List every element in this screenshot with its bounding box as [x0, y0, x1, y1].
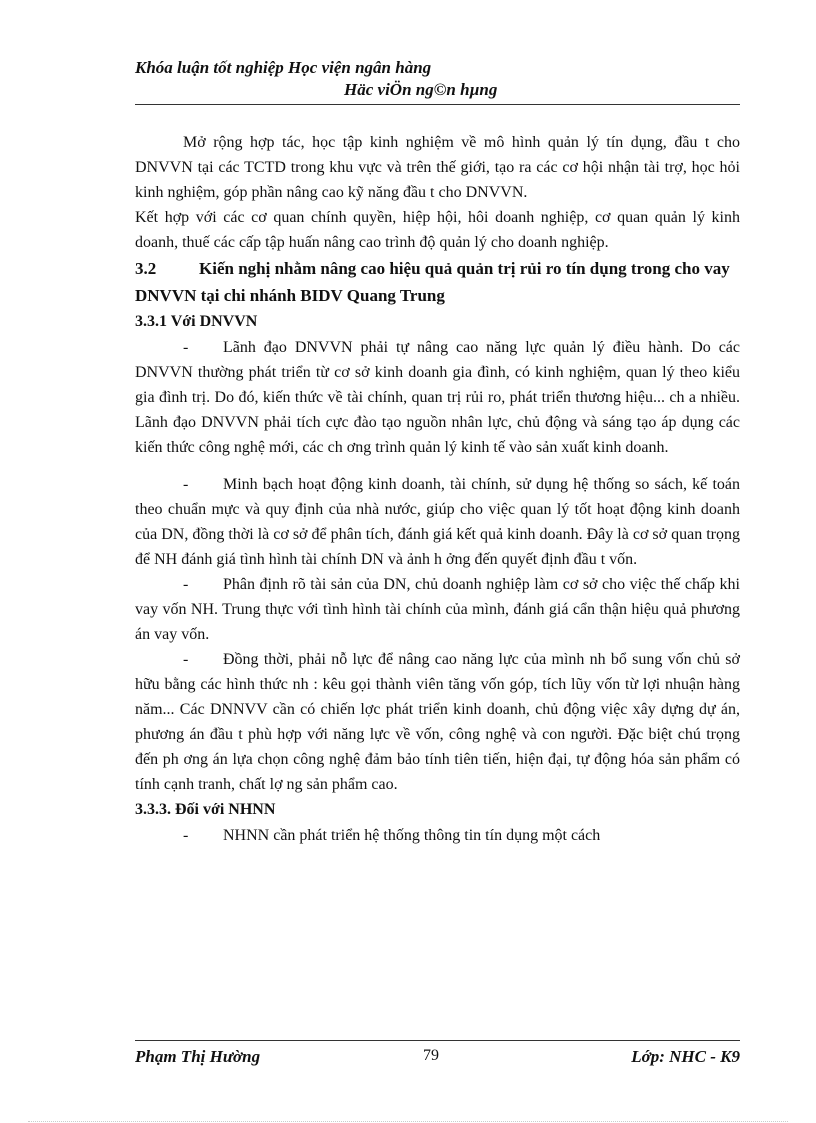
page-footer: [135, 1040, 740, 1066]
dash-marker: -: [183, 339, 189, 356]
dash-marker: -: [183, 476, 189, 493]
footer-class: Lớp: NHC - K9: [631, 1047, 740, 1066]
section-number: 3.2: [135, 259, 157, 278]
paragraph: Mở rộng hợp tác, học tập kinh nghiệm về mô hình quản lý tín dụng, đầu t cho DNVVN tại các TCTD trong khu vực và trên thế giới, tạo ra các cơ hội nhận tài trợ, học hỏi kinh nghiệm, góp phần nâng cao kỹ năng đầu t cho DNVVN.: [135, 134, 740, 201]
section-title: Kiến nghị nhằm nâng cao hiệu quả quản trị rủi ro tín dụng trong cho vay DNVVN tại chi nhánh BIDV Quang Trung: [135, 259, 730, 305]
dash-marker: -: [183, 576, 189, 593]
bullet-text: Lãnh đạo DNVVN phải tự nâng cao năng lực quản lý điều hành. Do các DNVVN thường phát triển từ cơ sở kinh doanh gia đình, có kinh nghiệm, quan lý theo kiểu gia đình trị. Do đó, kiến thức về tài chính, quan trị rủi ro, phát triển thương hiệu... ch a nhiều. Lãnh đạo DNVVN phải tích cực đào tạo nguồn nhân lực, chủ động và sáng tạo áp dụng các kiến thức công nghệ mới, các ch ơng trình quản lý kinh tế vào sản xuất kinh doanh.: [135, 339, 740, 456]
bullet-text: Phân định rõ tài sản của DN, chủ doanh nghiệp làm cơ sở cho việc thế chấp khi vay vốn NH. Trung thực với tình hình tài chính của mình, đánh giá cẩn thận hiệu quả phương án vay vốn.: [135, 576, 740, 643]
dash-marker: -: [183, 827, 189, 844]
page-bottom-divider: [28, 1121, 788, 1122]
bullet-text: Đồng thời, phải nỗ lực để nâng cao năng lực của mình nh bổ sung vốn chủ sở hữu bằng các hình thức nh : kêu gọi thành viên tăng vốn góp, tích lũy vốn từ lợi nhuận hàng năm... Các DNNVV cần có chiến lợc phát triển kinh doanh, chủ động việc xây dựng dự án, phương án đầu t phù hợp với năng lực về vốn, công nghệ và con người. Đặc biệt chú trọng đến ph ơng án lựa chọn công nghệ đảm bảo tính tiên tiến, hiện đại, tự động hóa sản phẩm có tính cạnh tranh, chất lợ ng sản phẩm cao.: [135, 651, 740, 793]
bullet-text: NHNN cần phát triển hệ thống thông tin tín dụng một cách: [223, 827, 601, 844]
footer-author: Phạm Thị Hường: [135, 1047, 261, 1066]
dash-marker: -: [183, 651, 189, 668]
page-header: [135, 58, 740, 105]
bullet-paragraph: [135, 572, 740, 647]
subsection-heading-3-3-1: 3.3.1 Với DNVVN: [135, 313, 258, 330]
page-number: 79: [423, 1047, 439, 1064]
subsection-heading-3-3-3: 3.3.3. Đối với NHNN: [135, 801, 276, 818]
header-subtitle: Häc viÖn ng©n hµng: [344, 80, 498, 99]
bullet-text: Minh bạch hoạt động kinh doanh, tài chính, sử dụng hệ thống so sách, kế toán theo chuẩn mực và quy định của nhà nước, giúp cho việc quan lý tốt hoạt động kinh doanh của DN, đồng thời là cơ sở để phân tích, đánh giá kết quả kinh doanh. Đây là cơ sở quan trọng để NH đánh giá tình hình tài chính DN và ảnh h ởng đến quyết định đầu t vốn.: [135, 476, 740, 568]
bullet-paragraph: [135, 472, 740, 572]
section-heading-3-2: [135, 255, 740, 309]
paragraph: Kết hợp với các cơ quan chính quyền, hiệp hội, hôi doanh nghiệp, cơ quan quản lý kinh doanh, thuế các cấp tập huấn nâng cao trình độ quản lý cho doanh nghiệp.: [135, 209, 740, 251]
bullet-paragraph: [135, 823, 740, 848]
header-title: Khóa luận tốt nghiệp Học viện ngân hàng: [135, 58, 432, 77]
bullet-paragraph: [135, 647, 740, 797]
bullet-paragraph: [135, 335, 740, 460]
document-body: [135, 130, 740, 848]
